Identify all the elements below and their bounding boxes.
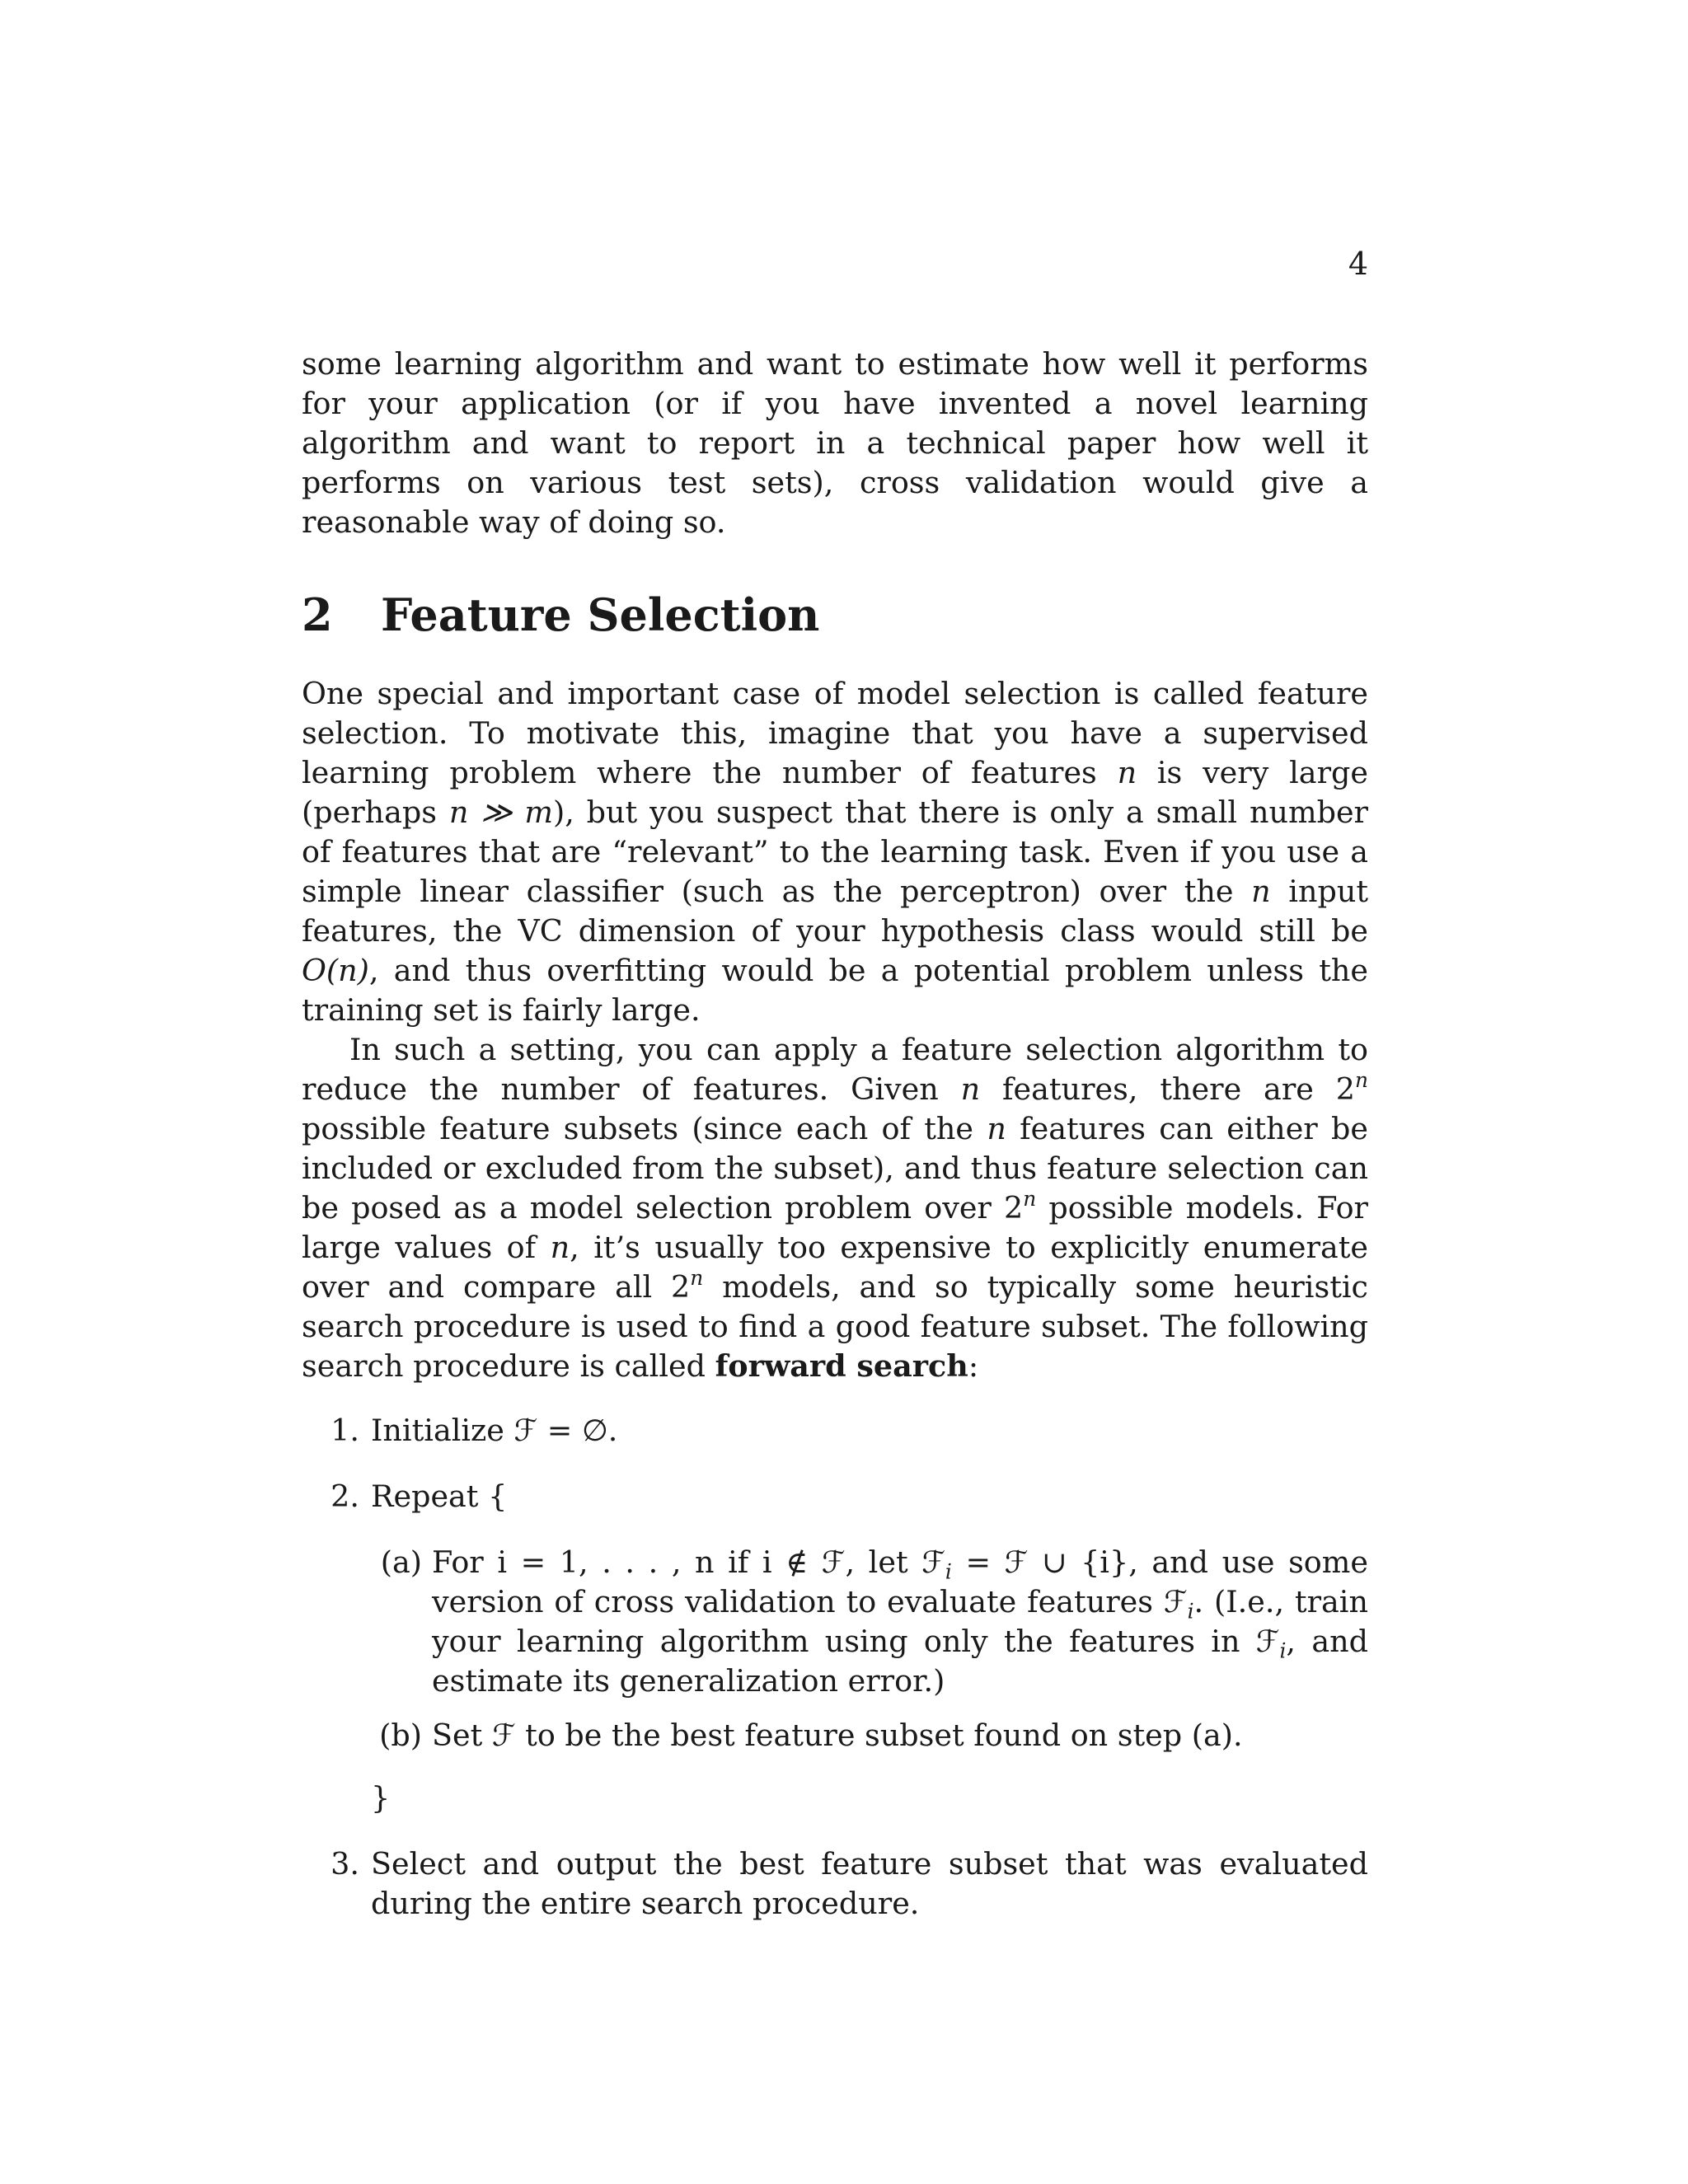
step-marker: 2. bbox=[331, 1479, 359, 1514]
section-title: Feature Selection bbox=[381, 588, 820, 641]
list-item bbox=[371, 1543, 1368, 1701]
substep-marker: (a) bbox=[380, 1544, 422, 1580]
section-heading bbox=[302, 590, 1368, 640]
substep-set-best: Set ℱ to be the best feature subset found on step (a). bbox=[432, 1718, 1243, 1753]
step-marker: 1. bbox=[331, 1413, 359, 1448]
step-repeat: Repeat { (a) For i = 1, . . . , n if i ∉ ℱ, let ℱ$_i$ = ℱ ∪ {i}, and use some version of cross validation to evaluate features ℱ$_i$. (I.e., train your learning algorithm using only the features in ℱ$_i$, and estimate its generalization error.) (b) Set ℱ to be the best feature subset found on step (a). } bbox=[371, 1477, 1368, 1818]
list-item bbox=[302, 1411, 1368, 1451]
list-item bbox=[371, 1716, 1368, 1755]
page-content bbox=[302, 344, 1368, 1950]
forward-search-term: forward search bbox=[715, 1348, 968, 1384]
section-number: 2 bbox=[302, 588, 333, 641]
list-item bbox=[302, 1477, 1368, 1818]
algorithm-steps bbox=[302, 1411, 1368, 1924]
substep-marker: (b) bbox=[379, 1718, 422, 1753]
page-number: 4 bbox=[1348, 246, 1368, 282]
closing-brace: } bbox=[371, 1780, 391, 1816]
list-item bbox=[302, 1844, 1368, 1924]
step-select-output: Select and output the best feature subset that was evaluated during the entire search procedure. bbox=[371, 1846, 1368, 1921]
step-initialize: Initialize ℱ = ∅. bbox=[371, 1413, 618, 1448]
step-marker: 3. bbox=[331, 1846, 359, 1882]
paragraph-forward-search: In such a setting, you can apply a feature selection algorithm to reduce the number of features. Given n features, there are 2$^n$ possible feature subsets (since each of the n features can either be included or excluded from the subset), and thus feature selection can be posed as a model selection problem over 2$^n$ possible models. For large values of n, it’s usually too expensive to explicitly enumerate over and compare all 2$^n$ models, and so typically some heuristic search procedure is used to find a good feature subset. The following search procedure is called forward search: bbox=[302, 1032, 1369, 1384]
substep-evaluate: For i = 1, . . . , n if i ∉ ℱ, let ℱ$_i$ = ℱ ∪ {i}, and use some version of cross validation to evaluate features ℱ$_i$. (I.e., train your learning algorithm using only the features in ℱ$_i$, and estimate its generalization error.) bbox=[432, 1544, 1368, 1699]
repeat-substeps bbox=[371, 1543, 1368, 1755]
intro-paragraph: some learning algorithm and want to estimate how well it performs for your application (or if you have invented a novel learning algorithm and want to report in a technical paper how well it performs on various test sets), cross validation would give a reasonable way of doing so. bbox=[302, 346, 1368, 540]
paragraph-motivation: One special and important case of model selection is called feature selection. To motivate this, imagine that you have a supervised learning problem where the number of features n is very large (perhaps n ≫ m), but you suspect that there is only a small number of features that are “relevant” to the learning task. Even if you use a simple linear classifier (such as the perceptron) over the n input features, the VC dimension of your hypothesis class would still be O(n), and thus overfitting would be a potential problem unless the training set is fairly large. bbox=[302, 676, 1369, 1028]
